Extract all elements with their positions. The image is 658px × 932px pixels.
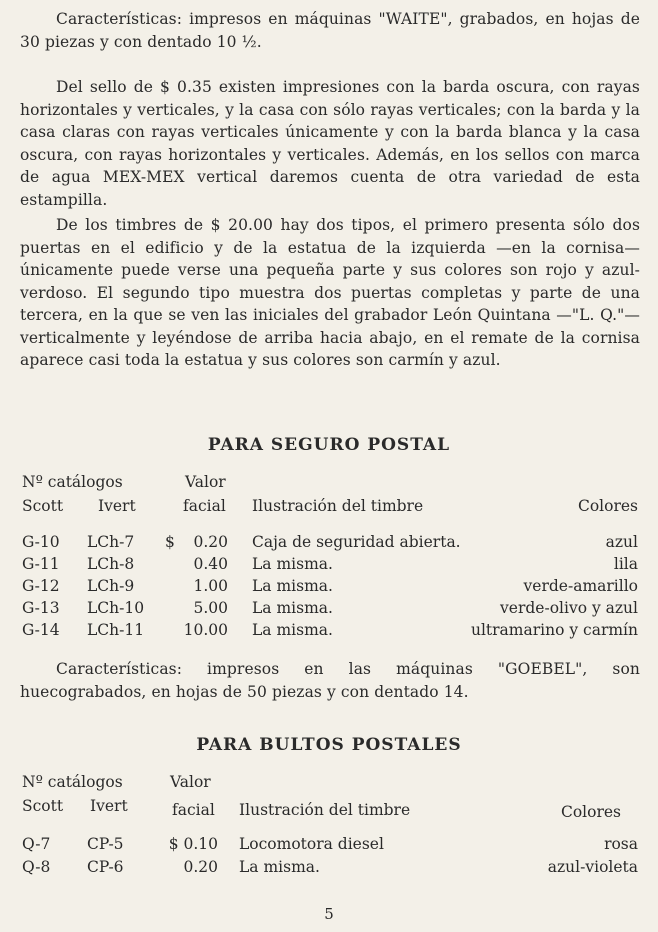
paragraph-timbres-20: De los timbres de $ 20.00 hay dos tipos, el primero presenta sólo dos puertas en el edificio y de la estatua de la izquierda —en la cornisa— únicamente puede verse una pequeña parte y sus colores son rojo y azul-verdoso. El segundo tipo muestra dos puertas completas y parte de una tercera, en la que se ven las iniciales del grabador León Quintana —"L. Q."— verticalmente y leyéndose de arriba hacia abajo, en el remate de la cornisa aparece casi toda la estatua y sus colores son carmín y azul. (20, 216, 640, 369)
ivert-number: LCh-11 (87, 621, 145, 639)
header-scott: Scott (22, 497, 64, 515)
header-valor: Valor (170, 773, 211, 791)
header-valor: Valor (185, 473, 226, 491)
face-value: 0.40 (193, 555, 228, 573)
table-row (0, 833, 658, 855)
table-row (0, 856, 658, 878)
header-catalogos: Nº catálogos (22, 473, 123, 491)
scott-number: G-14 (22, 621, 60, 639)
scott-number: Q-7 (22, 835, 51, 853)
face-value: 0.20 (183, 858, 218, 876)
illustration-description: La misma. (252, 599, 333, 617)
face-value: 0.20 (193, 533, 228, 551)
paragraph-waite: Características: impresos en máquinas "WAITE", grabados, en hojas de 30 piezas y con dentado 10 ½. (20, 10, 640, 51)
section-title-seguro-postal: PARA SEGURO POSTAL (207, 435, 451, 455)
ivert-number: LCh-8 (87, 555, 135, 573)
colors-value: azul-violeta (547, 858, 638, 876)
page-number: 5 (324, 905, 334, 923)
face-value: 10.00 (183, 621, 228, 639)
ivert-number: LCh-7 (87, 533, 135, 551)
table-row (0, 597, 658, 619)
paragraph-sello-035: Del sello de $ 0.35 existen impresiones con la barda oscura, con rayas horizontales y verticales, y la casa con sólo rayas verticales; con la barda y la casa claras con rayas verticales únicamente y con la barda blanca y la casa oscura, con rayas horizontales y verticales. Además, en los sellos con marca de agua MEX-MEX vertical daremos cuenta de otra variedad de esta estampilla. (20, 78, 640, 209)
header-ivert: Ivert (90, 797, 128, 815)
header-facial: facial (172, 801, 215, 819)
table-row (0, 531, 658, 553)
illustration-description: La misma. (239, 858, 320, 876)
ivert-number: LCh-9 (87, 577, 135, 595)
scott-number: G-10 (22, 533, 60, 551)
colors-value: verde-amarillo (523, 577, 638, 595)
header-facial: facial (183, 497, 226, 515)
table-row (0, 619, 658, 641)
colors-value: verde-olivo y azul (500, 599, 638, 617)
colors-value: rosa (604, 835, 638, 853)
header-scott: Scott (22, 797, 64, 815)
ivert-number: CP-6 (87, 858, 124, 876)
paragraph-goebel: Características: impresos en las máquinas "GOEBEL", son huecograbados, en hojas de 50 piezas y con dentado 14. (20, 660, 640, 701)
illustration-description: La misma. (252, 621, 333, 639)
scott-number: G-11 (22, 555, 60, 573)
header-colores: Colores (560, 803, 621, 821)
illustration-description: La misma. (252, 555, 333, 573)
illustration-description: La misma. (252, 577, 333, 595)
table-row (0, 575, 658, 597)
face-value: 1.00 (193, 577, 228, 595)
illustration-description: Caja de seguridad abierta. (252, 533, 461, 551)
colors-value: ultramarino y carmín (470, 621, 638, 639)
ivert-number: CP-5 (87, 835, 124, 853)
table-row (0, 553, 658, 575)
scott-number: G-12 (22, 577, 60, 595)
face-value: 5.00 (193, 599, 228, 617)
scott-number: Q-8 (22, 858, 51, 876)
section-title-bultos-postales: PARA BULTOS POSTALES (196, 735, 462, 755)
ivert-number: LCh-10 (87, 599, 145, 617)
colors-value: azul (605, 533, 638, 551)
header-catalogos: Nº catálogos (22, 773, 123, 791)
header-ilustracion: Ilustración del timbre (239, 801, 411, 819)
illustration-description: Locomotora diesel (239, 835, 384, 853)
currency-sign: $ (165, 533, 175, 551)
header-ivert: Ivert (98, 497, 136, 515)
face-value: $ 0.10 (168, 835, 218, 853)
scott-number: G-13 (22, 599, 60, 617)
colors-value: lila (613, 555, 638, 573)
header-ilustracion: Ilustración del timbre (252, 497, 424, 515)
header-colores: Colores (577, 497, 638, 515)
